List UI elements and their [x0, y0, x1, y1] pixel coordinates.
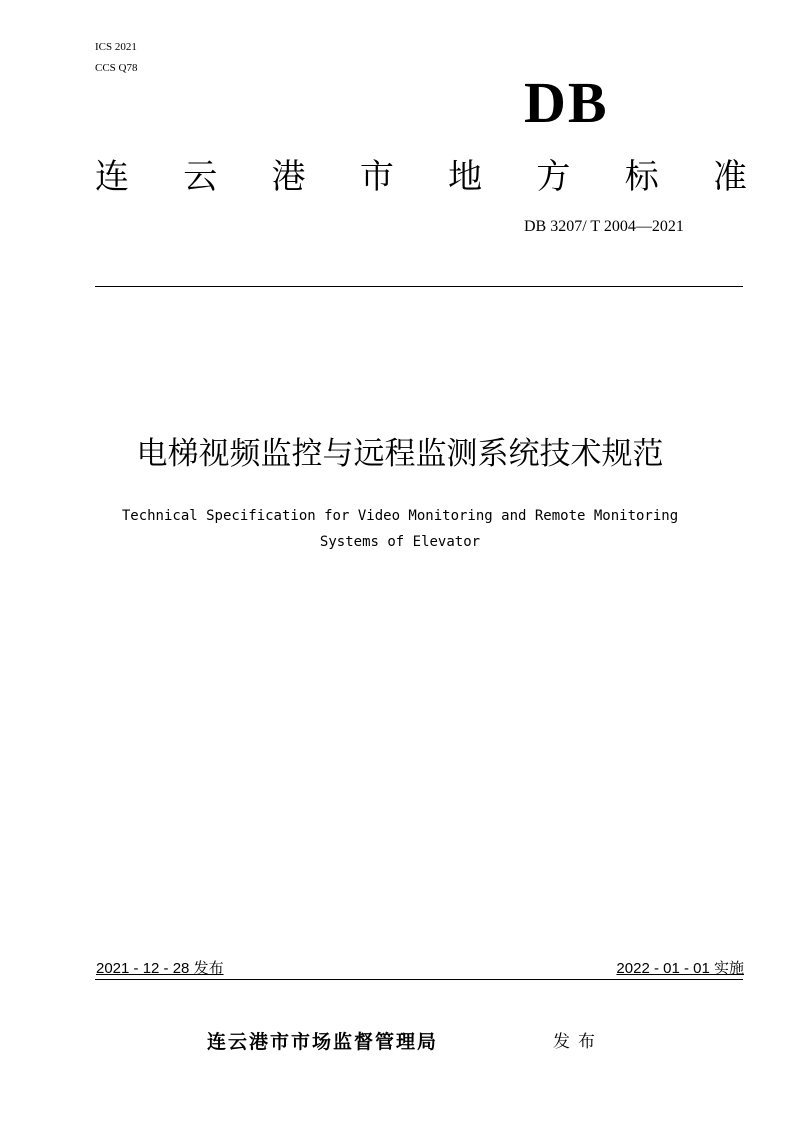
- standard-type-char: 方: [536, 157, 571, 197]
- standard-type-char: 标: [624, 157, 659, 197]
- standard-type-heading: [95, 155, 747, 199]
- issue-date: 2021 - 12 - 28 发布: [96, 960, 224, 977]
- ccs-code: CCS Q78: [95, 62, 138, 74]
- standard-type-char: 港: [271, 157, 306, 197]
- issuing-authority: 连云港市市场监督管理局: [207, 1031, 439, 1053]
- db-logo-mark: DB: [524, 70, 609, 135]
- implementation-date: 2022 - 01 - 01 实施: [616, 960, 744, 977]
- document-title-chinese: 电梯视频监控与远程监测系统技术规范: [136, 436, 664, 472]
- standard-type-char: 连: [95, 157, 129, 197]
- ics-code: ICS 2021: [95, 41, 137, 53]
- standard-type-char: 市: [359, 157, 394, 197]
- issue-label: 发布: [553, 1032, 603, 1052]
- standard-type-char: 准: [712, 157, 747, 197]
- standard-number: DB 3207/ T 2004—2021: [524, 218, 684, 235]
- document-title-english-line2: Systems of Elevator: [319, 534, 481, 550]
- footer-divider: [95, 979, 743, 980]
- header-divider: [95, 286, 743, 287]
- standard-type-char: 地: [448, 157, 483, 197]
- document-title-english-line1: Technical Specification for Video Monitoring and Remote Monitoring: [121, 508, 679, 524]
- standard-type-char: 云: [183, 157, 218, 197]
